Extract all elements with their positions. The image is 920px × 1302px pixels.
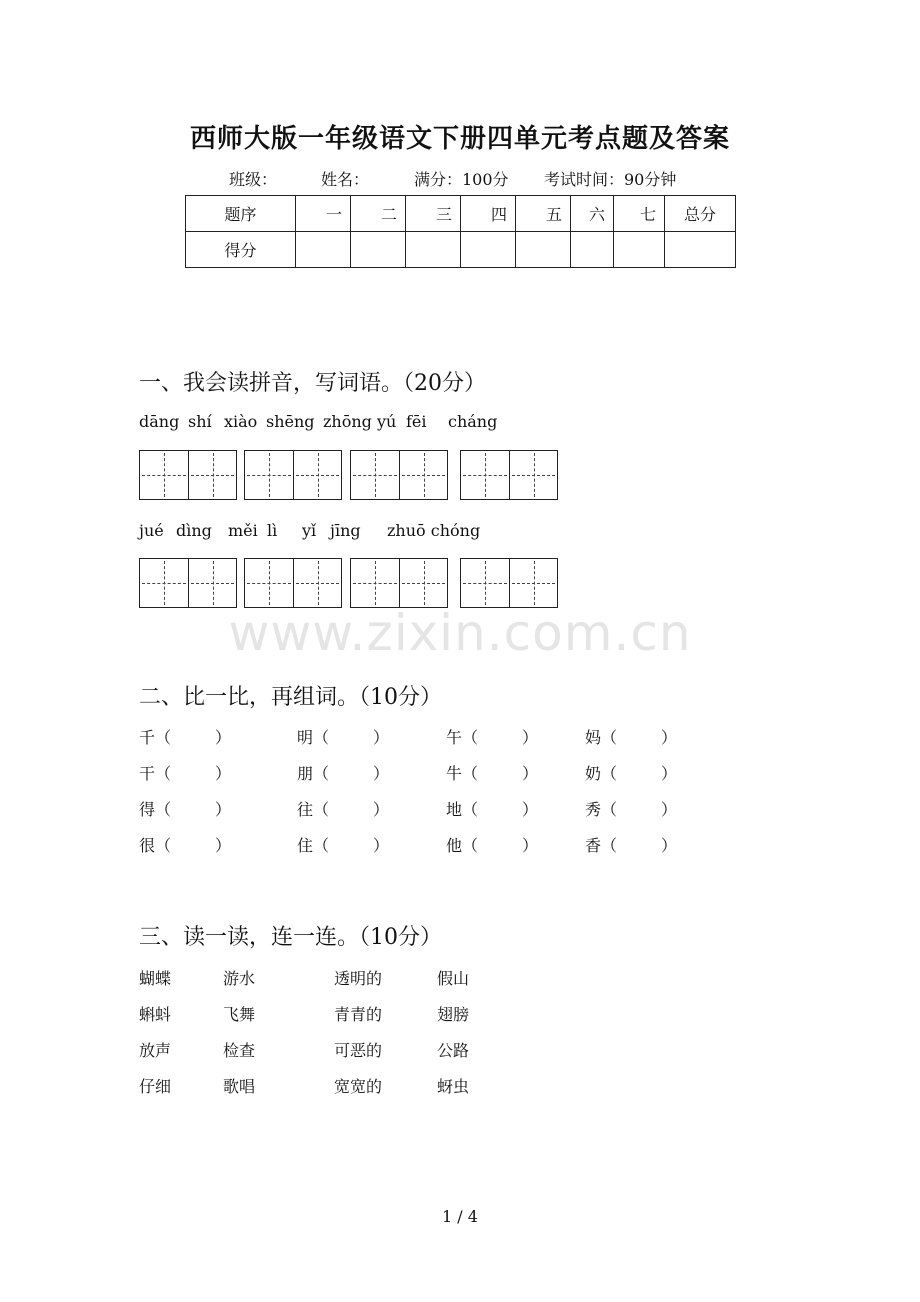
score-cell[interactable] bbox=[296, 232, 351, 268]
paren-close: ） bbox=[522, 764, 539, 783]
compare-char: 朋 bbox=[297, 764, 314, 783]
match-word[interactable]: 飞舞 bbox=[223, 1005, 256, 1024]
header-cell: 总分 bbox=[665, 196, 736, 232]
match-word[interactable]: 翅膀 bbox=[437, 1005, 470, 1024]
pinyin: yǐ bbox=[302, 521, 317, 540]
exam-time: 考试时间：90分钟 bbox=[544, 170, 677, 189]
writing-box[interactable] bbox=[460, 450, 558, 500]
paren-close: ） bbox=[522, 800, 539, 819]
match-word[interactable]: 公路 bbox=[437, 1041, 470, 1060]
paren-open: （ bbox=[155, 728, 172, 747]
paren-close: ） bbox=[215, 836, 232, 855]
compare-item bbox=[297, 725, 389, 748]
paren-open: （ bbox=[601, 764, 618, 783]
paren-open: （ bbox=[155, 800, 172, 819]
header-cell: 一 bbox=[296, 196, 351, 232]
pinyin: jīng bbox=[330, 521, 361, 540]
match-word[interactable]: 青青的 bbox=[334, 1005, 383, 1024]
compare-item bbox=[446, 797, 538, 820]
compare-item bbox=[139, 761, 231, 784]
compare-char: 牛 bbox=[446, 764, 463, 783]
header-cell: 三 bbox=[406, 196, 461, 232]
writing-box[interactable] bbox=[244, 558, 342, 608]
header-cell: 五 bbox=[516, 196, 571, 232]
compare-char: 他 bbox=[446, 836, 463, 855]
pinyin: lì bbox=[267, 521, 278, 540]
pinyin: shēng bbox=[266, 412, 315, 431]
match-word[interactable]: 宽宽的 bbox=[334, 1077, 383, 1096]
header-cell: 题序 bbox=[186, 196, 296, 232]
score-cell[interactable] bbox=[406, 232, 461, 268]
section2-title: 二、比一比，再组词。（10分） bbox=[139, 685, 442, 710]
paren-close: ） bbox=[661, 728, 678, 747]
full-score: 满分：100分 bbox=[414, 170, 509, 189]
score-header-row bbox=[186, 196, 736, 232]
paren-open: （ bbox=[313, 728, 330, 747]
paren-close: ） bbox=[661, 800, 678, 819]
header-cell: 四 bbox=[461, 196, 516, 232]
paren-close: ） bbox=[373, 800, 390, 819]
match-word[interactable]: 假山 bbox=[437, 969, 470, 988]
writing-box[interactable] bbox=[244, 450, 342, 500]
compare-item bbox=[446, 833, 538, 856]
section1-title: 一、我会读拼音，写词语。（20分） bbox=[139, 371, 486, 396]
header-cell: 二 bbox=[351, 196, 406, 232]
paren-close: ） bbox=[373, 764, 390, 783]
compare-char: 很 bbox=[139, 836, 156, 855]
score-cell[interactable] bbox=[665, 232, 736, 268]
paren-close: ） bbox=[661, 836, 678, 855]
paren-open: （ bbox=[462, 800, 479, 819]
compare-item bbox=[585, 833, 677, 856]
header-cell: 七 bbox=[614, 196, 665, 232]
compare-char: 住 bbox=[297, 836, 314, 855]
row-label: 得分 bbox=[186, 232, 296, 268]
paren-open: （ bbox=[462, 764, 479, 783]
score-cell[interactable] bbox=[516, 232, 571, 268]
match-word[interactable]: 仔细 bbox=[139, 1077, 172, 1096]
match-word[interactable]: 蚜虫 bbox=[437, 1077, 470, 1096]
match-word[interactable]: 可恶的 bbox=[334, 1041, 383, 1060]
score-cell[interactable] bbox=[461, 232, 516, 268]
paren-open: （ bbox=[313, 836, 330, 855]
match-word[interactable]: 蝌蚪 bbox=[139, 1005, 172, 1024]
compare-char: 干 bbox=[139, 764, 156, 783]
paren-open: （ bbox=[601, 836, 618, 855]
writing-grid-row-1 bbox=[0, 450, 920, 502]
pinyin-row-1 bbox=[0, 412, 920, 432]
compare-char: 奶 bbox=[585, 764, 602, 783]
paren-open: （ bbox=[155, 836, 172, 855]
score-value-row bbox=[186, 232, 736, 268]
writing-box[interactable] bbox=[350, 450, 448, 500]
match-word[interactable]: 歌唱 bbox=[223, 1077, 256, 1096]
writing-box[interactable] bbox=[350, 558, 448, 608]
compare-char: 妈 bbox=[585, 728, 602, 747]
paren-close: ） bbox=[215, 800, 232, 819]
pinyin: měi bbox=[228, 521, 258, 540]
paren-open: （ bbox=[313, 764, 330, 783]
compare-item bbox=[139, 833, 231, 856]
paren-close: ） bbox=[522, 836, 539, 855]
compare-char: 秀 bbox=[585, 800, 602, 819]
compare-item bbox=[585, 725, 677, 748]
paren-open: （ bbox=[313, 800, 330, 819]
compare-item bbox=[139, 725, 231, 748]
watermark: www.zixin.com.cn bbox=[228, 604, 692, 662]
pinyin: dìng bbox=[176, 521, 212, 540]
score-cell[interactable] bbox=[614, 232, 665, 268]
paren-open: （ bbox=[155, 764, 172, 783]
name-label: 姓名： bbox=[321, 170, 370, 189]
match-word[interactable]: 蝴蝶 bbox=[139, 969, 172, 988]
match-word[interactable]: 检查 bbox=[223, 1041, 256, 1060]
compare-item bbox=[139, 797, 231, 820]
pinyin-row-2 bbox=[0, 521, 920, 541]
compare-item bbox=[297, 833, 389, 856]
page-title: 西师大版一年级语文下册四单元考点题及答案 bbox=[189, 124, 730, 154]
section3-title: 三、读一读，连一连。（10分） bbox=[139, 925, 442, 950]
match-word[interactable]: 透明的 bbox=[334, 969, 383, 988]
pinyin: zhōng yú bbox=[323, 412, 397, 431]
match-word[interactable]: 游水 bbox=[223, 969, 256, 988]
compare-item bbox=[297, 797, 389, 820]
paren-open: （ bbox=[462, 836, 479, 855]
paren-open: （ bbox=[601, 728, 618, 747]
pinyin: cháng bbox=[448, 412, 498, 431]
paren-open: （ bbox=[601, 800, 618, 819]
compare-char: 千 bbox=[139, 728, 156, 747]
compare-item bbox=[446, 761, 538, 784]
paren-close: ） bbox=[215, 764, 232, 783]
compare-char: 得 bbox=[139, 800, 156, 819]
writing-box[interactable] bbox=[139, 450, 237, 500]
paren-close: ） bbox=[373, 836, 390, 855]
writing-grid-row-2 bbox=[0, 558, 920, 610]
paren-close: ） bbox=[215, 728, 232, 747]
pinyin: zhuō chóng bbox=[387, 521, 481, 540]
paren-close: ） bbox=[661, 764, 678, 783]
compare-char: 香 bbox=[585, 836, 602, 855]
compare-char: 地 bbox=[446, 800, 463, 819]
compare-item bbox=[446, 725, 538, 748]
page-number: 1 / 4 bbox=[442, 1207, 478, 1226]
writing-box[interactable] bbox=[460, 558, 558, 608]
compare-char: 午 bbox=[446, 728, 463, 747]
writing-box[interactable] bbox=[139, 558, 237, 608]
pinyin: xiào bbox=[224, 412, 258, 431]
compare-char: 往 bbox=[297, 800, 314, 819]
compare-item bbox=[297, 761, 389, 784]
match-word[interactable]: 放声 bbox=[139, 1041, 172, 1060]
pinyin: jué bbox=[139, 521, 164, 540]
compare-item bbox=[585, 797, 677, 820]
pinyin: fēi bbox=[406, 412, 427, 431]
paren-close: ） bbox=[373, 728, 390, 747]
compare-item bbox=[585, 761, 677, 784]
paren-open: （ bbox=[462, 728, 479, 747]
paren-close: ） bbox=[522, 728, 539, 747]
class-label: 班级： bbox=[229, 170, 278, 189]
pinyin: shí bbox=[188, 412, 212, 431]
compare-char: 明 bbox=[297, 728, 314, 747]
pinyin: dāng bbox=[139, 412, 180, 431]
score-cell[interactable] bbox=[351, 232, 406, 268]
score-table bbox=[185, 195, 736, 268]
score-cell[interactable] bbox=[571, 232, 614, 268]
header-cell: 六 bbox=[571, 196, 614, 232]
